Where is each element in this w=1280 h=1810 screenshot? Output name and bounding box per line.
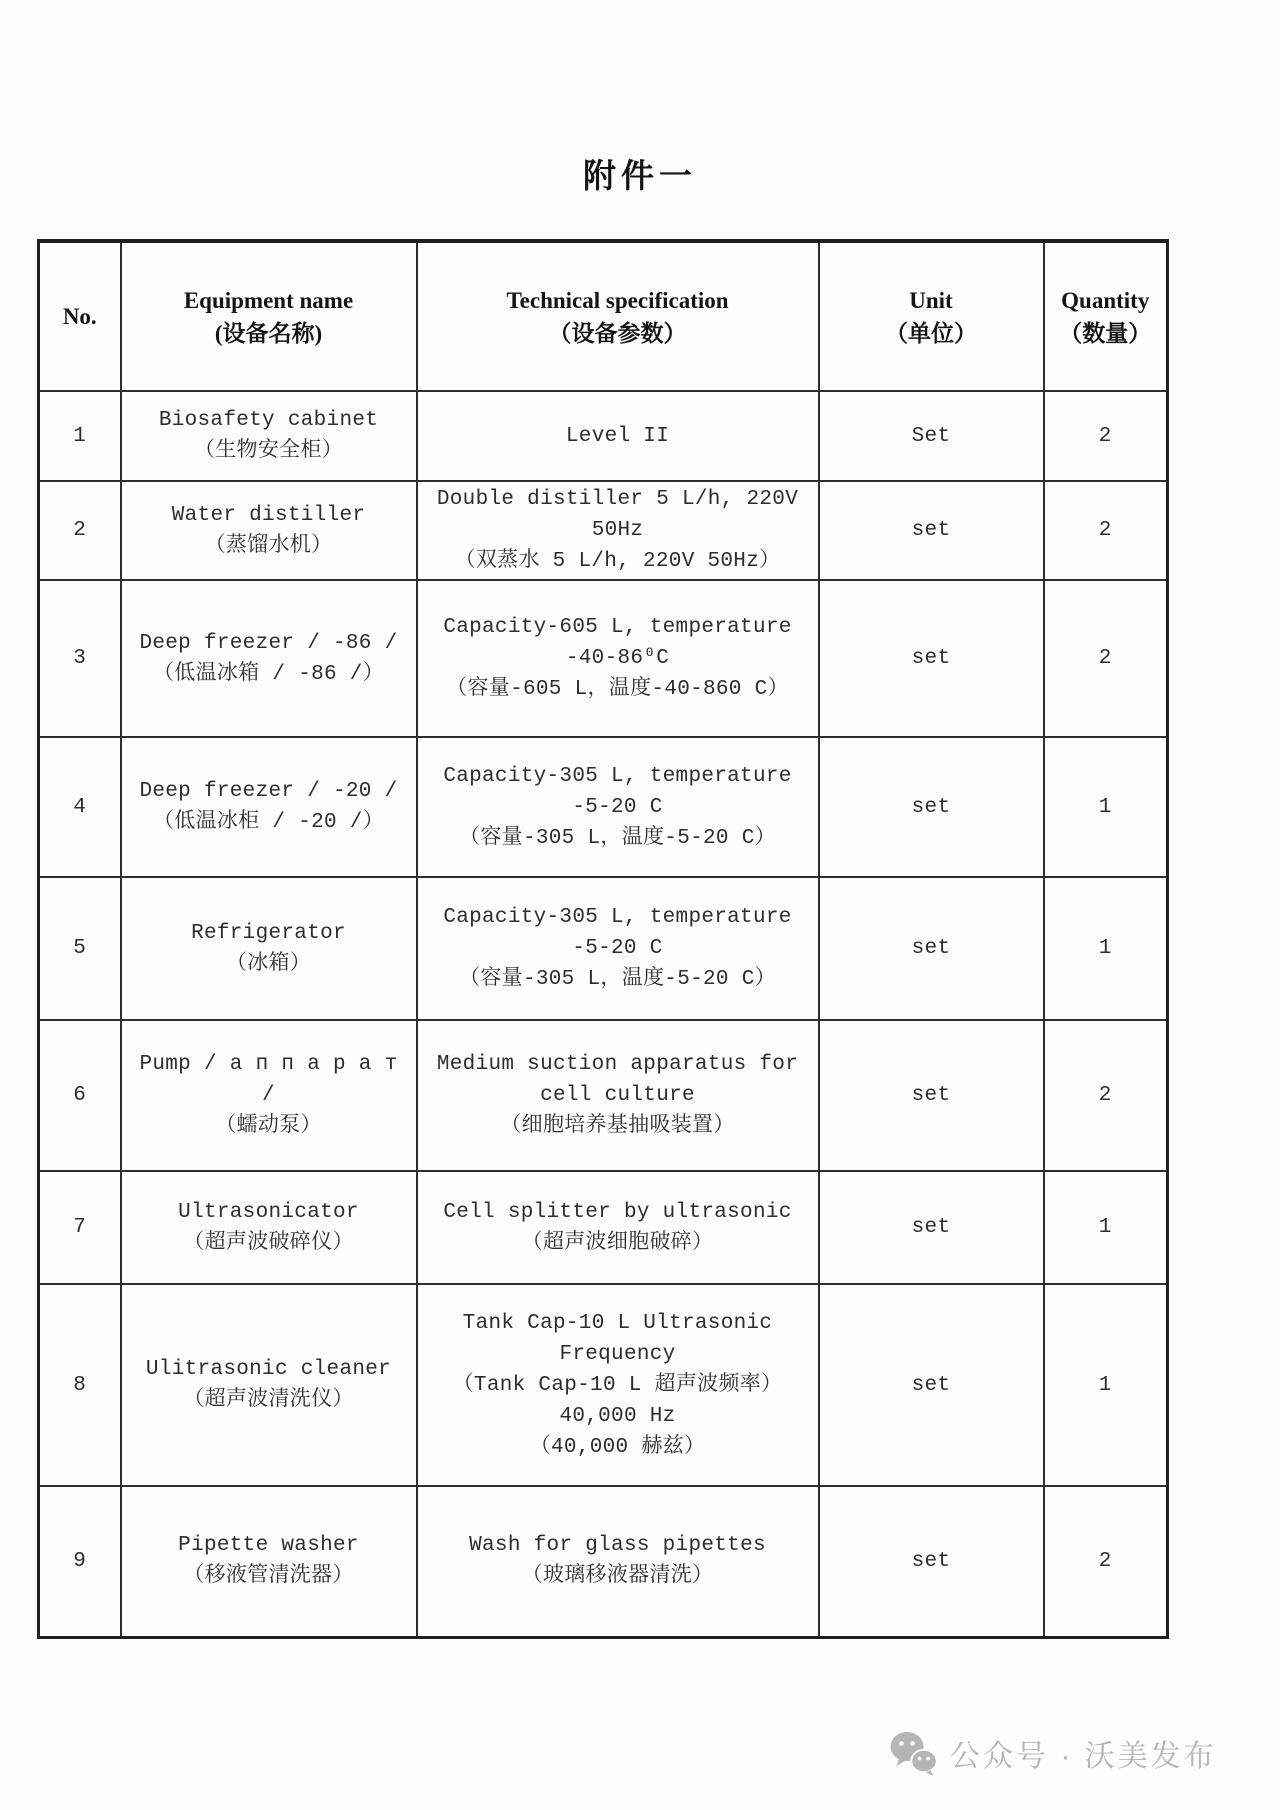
equipment-name-cell bbox=[121, 481, 417, 580]
column-header-line: No. bbox=[62, 304, 97, 329]
equipment-name-line: （移液管清洗器） bbox=[183, 1565, 354, 1589]
row-number-cell: 1 bbox=[39, 391, 121, 481]
technical-spec-line: -5-20 C bbox=[572, 795, 663, 819]
quantity-cell: 2 bbox=[1044, 391, 1168, 481]
technical-spec-line: （容量-605 L，温度-40-860 C） bbox=[446, 678, 789, 701]
quantity-cell: 2 bbox=[1044, 481, 1168, 580]
quantity-cell: 1 bbox=[1044, 737, 1168, 877]
quantity-cell: 1 bbox=[1044, 1284, 1168, 1486]
quantity-cell: 2 bbox=[1044, 1020, 1168, 1171]
column-header-spec bbox=[417, 241, 819, 391]
equipment-name-cell bbox=[121, 1284, 417, 1486]
unit-cell: set bbox=[819, 580, 1044, 737]
technical-spec-line: Tank Cap-10 L Ultrasonic bbox=[462, 1311, 773, 1335]
technical-spec-line: Double distiller 5 L/h, 220V bbox=[436, 488, 799, 511]
technical-spec-line: （玻璃移液器清洗） bbox=[521, 1565, 714, 1589]
equipment-name-cell bbox=[121, 580, 417, 737]
equipment-name-line: （超声波破碎仪） bbox=[183, 1231, 354, 1255]
technical-spec-line: cell culture bbox=[540, 1084, 695, 1107]
column-header-qty bbox=[1044, 241, 1168, 391]
row-number-cell: 5 bbox=[39, 877, 121, 1020]
technical-spec-cell bbox=[417, 580, 819, 737]
column-header-line: Quantity bbox=[1061, 287, 1150, 313]
equipment-name-line: Pipette washer bbox=[178, 1534, 359, 1558]
unit-cell: set bbox=[819, 1486, 1044, 1637]
equipment-name-cell bbox=[121, 391, 417, 481]
equipment-name-line: （蠕动泵） bbox=[215, 1115, 322, 1138]
technical-spec-line: 50Hz bbox=[591, 519, 644, 542]
equipment-name-line: Deep freezer / -86 / bbox=[139, 631, 398, 655]
unit-cell: Set bbox=[819, 391, 1044, 481]
technical-spec-cell bbox=[417, 1284, 819, 1486]
equipment-name-line: Pump / а п п а р а т bbox=[139, 1053, 398, 1076]
row-number-cell: 6 bbox=[39, 1020, 121, 1171]
table-row bbox=[39, 877, 1168, 1020]
technical-spec-line: （容量-305 L，温度-5-20 C） bbox=[459, 968, 776, 991]
technical-spec-cell bbox=[417, 1486, 819, 1637]
table-row bbox=[39, 580, 1168, 737]
table-row bbox=[39, 1020, 1168, 1171]
equipment-name-cell bbox=[121, 877, 417, 1020]
watermark bbox=[888, 1730, 1217, 1776]
technical-spec-cell bbox=[417, 1020, 819, 1171]
row-number-cell: 2 bbox=[39, 481, 121, 580]
column-header-line: (设备名称) bbox=[214, 320, 323, 346]
page-title: 附件一 bbox=[583, 159, 697, 195]
quantity-cell: 1 bbox=[1044, 877, 1168, 1020]
column-header-line: （设备参数） bbox=[548, 320, 687, 346]
unit-cell: set bbox=[819, 877, 1044, 1020]
row-number-cell: 8 bbox=[39, 1284, 121, 1486]
row-number-cell: 3 bbox=[39, 580, 121, 737]
column-header-line: （单位） bbox=[885, 320, 977, 346]
equipment-name-line: Water distiller bbox=[171, 503, 366, 527]
technical-spec-line: （双蒸水 5 L/h, 220V 50Hz） bbox=[454, 550, 781, 573]
wechat-icon bbox=[888, 1730, 938, 1776]
equipment-name-line: Ulitrasonic cleaner bbox=[145, 1358, 392, 1381]
equipment-name-line: Ultrasonicator bbox=[178, 1200, 359, 1224]
column-header-line: Unit bbox=[909, 287, 953, 313]
row-number-cell: 7 bbox=[39, 1171, 121, 1284]
watermark-text: 公众号 · 沃美发布 bbox=[950, 1740, 1217, 1773]
unit-cell: set bbox=[819, 1171, 1044, 1284]
table-row bbox=[39, 1486, 1168, 1637]
technical-spec-line: Cell splitter by ultrasonic bbox=[443, 1200, 792, 1224]
equipment-name-line: Deep freezer / -20 / bbox=[139, 780, 398, 803]
equipment-name-line: （生物安全柜） bbox=[193, 440, 344, 463]
quantity-cell: 2 bbox=[1044, 580, 1168, 737]
technical-spec-line: Capacity-305 L, temperature bbox=[443, 906, 792, 929]
unit-cell: set bbox=[819, 481, 1044, 580]
unit-cell: set bbox=[819, 1284, 1044, 1486]
column-header-no bbox=[39, 241, 121, 391]
equipment-name-cell bbox=[121, 1020, 417, 1171]
equipment-name-line: Biosafety cabinet bbox=[158, 409, 379, 432]
technical-spec-line: Level II bbox=[565, 424, 670, 448]
technical-spec-line: （超声波细胞破碎） bbox=[521, 1231, 714, 1255]
table-header-row bbox=[39, 241, 1168, 391]
table-row bbox=[39, 1171, 1168, 1284]
technical-spec-line: -5-20 C bbox=[572, 937, 663, 960]
column-header-name bbox=[121, 241, 417, 391]
technical-spec-cell bbox=[417, 737, 819, 877]
column-header-line: Technical specification bbox=[506, 287, 729, 313]
technical-spec-line: Capacity-305 L, temperature bbox=[443, 764, 792, 788]
technical-spec-cell bbox=[417, 877, 819, 1020]
column-header-unit bbox=[819, 241, 1044, 391]
equipment-name-line: （冰箱） bbox=[225, 952, 312, 976]
technical-spec-line: Capacity-605 L, temperature bbox=[443, 616, 792, 639]
technical-spec-line: （容量-305 L，温度-5-20 C） bbox=[459, 826, 776, 850]
equipment-name-line: （超声波清洗仪） bbox=[183, 1389, 354, 1412]
technical-spec-line: （40,000 赫兹） bbox=[529, 1435, 706, 1459]
table-row bbox=[39, 481, 1168, 580]
equipment-name-cell bbox=[121, 1171, 417, 1284]
technical-spec-line: -40-86⁰C bbox=[565, 647, 670, 670]
quantity-cell: 2 bbox=[1044, 1486, 1168, 1637]
column-header-line: （数量） bbox=[1059, 320, 1152, 346]
technical-spec-line: （Tank Cap-10 L 超声波频率） bbox=[452, 1373, 783, 1397]
table-row bbox=[39, 737, 1168, 877]
equipment-name-cell bbox=[121, 737, 417, 877]
equipment-name-line: （低温冰柜 / -20 /） bbox=[152, 811, 385, 834]
technical-spec-line: Frequency bbox=[559, 1342, 676, 1366]
technical-spec-cell bbox=[417, 1171, 819, 1284]
technical-spec-cell bbox=[417, 481, 819, 580]
table-row bbox=[39, 391, 1168, 481]
technical-spec-cell bbox=[417, 391, 819, 481]
quantity-cell: 1 bbox=[1044, 1171, 1168, 1284]
technical-spec-line: Wash for glass pipettes bbox=[469, 1534, 766, 1558]
technical-spec-line: 40,000 Hz bbox=[559, 1404, 676, 1428]
row-number-cell: 9 bbox=[39, 1486, 121, 1637]
unit-cell: set bbox=[819, 1020, 1044, 1171]
equipment-name-line: / bbox=[262, 1084, 275, 1107]
row-number-cell: 4 bbox=[39, 737, 121, 877]
equipment-name-line: （蒸馏水机） bbox=[204, 534, 333, 558]
technical-spec-line: Medium suction apparatus for bbox=[436, 1053, 799, 1076]
column-header-line: Equipment name bbox=[183, 287, 354, 313]
equipment-name-line: （低温冰箱 / -86 /） bbox=[152, 662, 385, 686]
equipment-table bbox=[37, 239, 1169, 1639]
unit-cell: set bbox=[819, 737, 1044, 877]
equipment-name-cell bbox=[121, 1486, 417, 1637]
equipment-name-line: Refrigerator bbox=[191, 921, 346, 945]
table-body bbox=[39, 391, 1168, 1637]
technical-spec-line: （细胞培养基抽吸装置） bbox=[500, 1115, 735, 1138]
table-row bbox=[39, 1284, 1168, 1486]
